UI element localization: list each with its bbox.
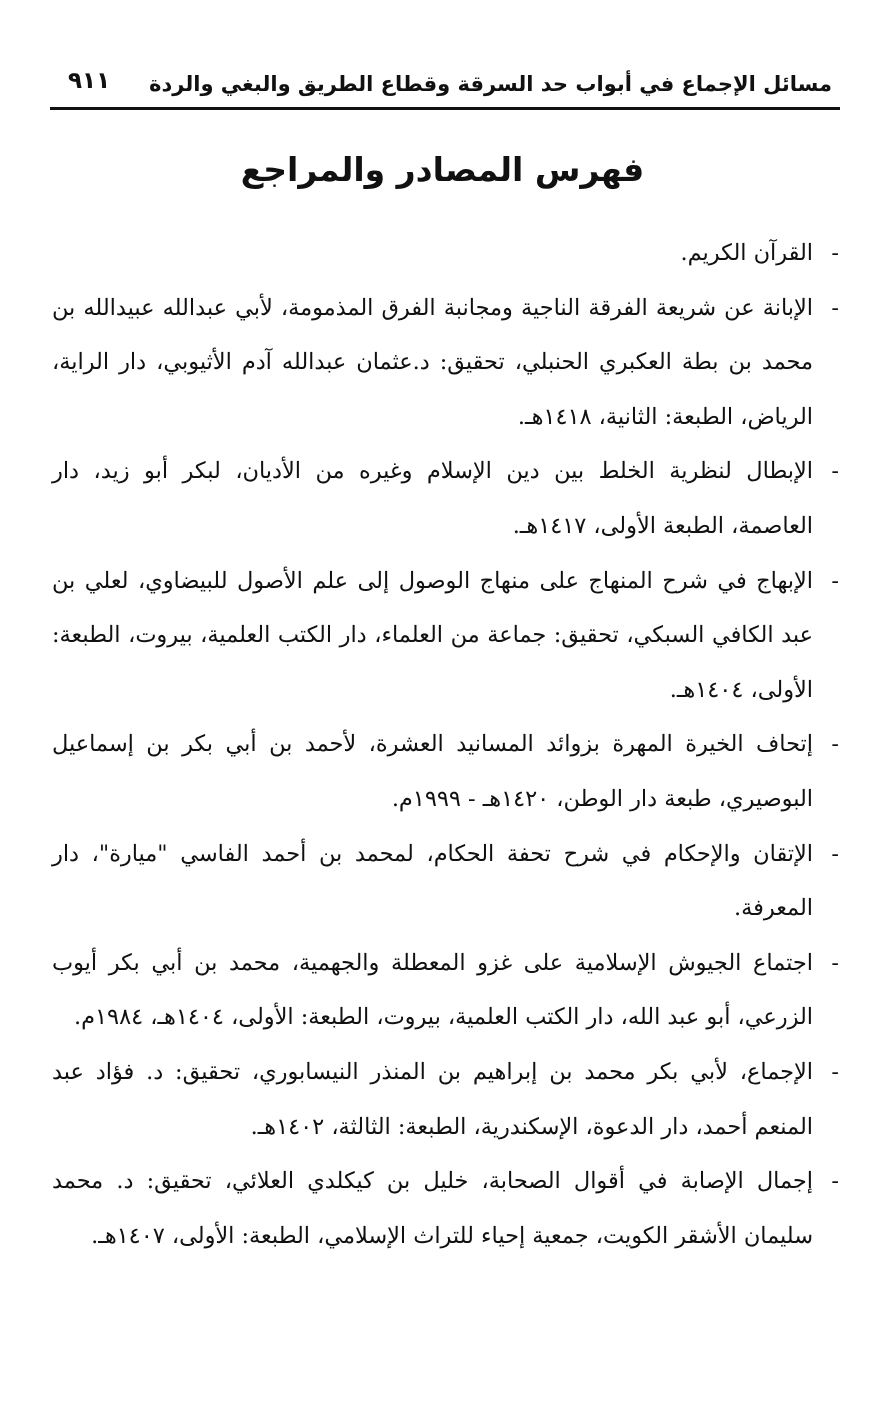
entry-text: الإتقان والإحكام في شرح تحفة الحكام، لمحمد بن أحمد الفاسي "ميارة"، دار المعرفة. (52, 840, 813, 922)
entry-dash: - (831, 840, 839, 867)
entry-text: الإجماع، لأبي بكر محمد بن إبراهيم بن المنذر النيسابوري، تحقيق: د. فؤاد عبد المنعم أحمد، دار الدعوة، الإسكندرية، الطبعة: الثالثة، ١٤٠٢هـ. (52, 1058, 813, 1140)
entry-dash: - (831, 567, 839, 594)
bibliography-entry (52, 1045, 839, 1154)
entry-dash: - (831, 458, 839, 485)
bibliography-entry (52, 1154, 839, 1263)
bibliography-entry (52, 444, 839, 553)
entry-text: إجمال الإصابة في أقوال الصحابة، خليل بن كيكلدي العلائي، تحقيق: د. محمد سليمان الأشقر الكويت، جمعية إحياء للتراث الإسلامي، الطبعة: الأولى، ١٤٠٧هـ. (52, 1168, 813, 1249)
bibliography-entry (52, 827, 839, 936)
entry-text: القرآن الكريم. (680, 240, 813, 266)
bibliography-list (52, 226, 839, 1263)
entry-dash: - (831, 240, 839, 266)
bibliography-entry (52, 717, 839, 826)
entry-dash: - (831, 1168, 839, 1195)
section-title: فهرس المصادر والمراجع (240, 150, 645, 189)
bibliography-entry (52, 226, 839, 281)
bibliography-entry (52, 554, 839, 718)
header-rule (50, 107, 840, 110)
entry-dash: - (831, 949, 839, 976)
bibliography-entry (52, 281, 839, 445)
entry-text: الإبهاج في شرح المنهاج على منهاج الوصول إلى علم الأصول للبيضاوي، لعلي بن عبد الكافي السبكي، تحقيق: جماعة من العلماء، دار الكتب العلمية، بيروت، الطبعة: الأولى، ١٤٠٤هـ. (52, 567, 813, 703)
entry-text: الإبانة عن شريعة الفرقة الناجية ومجانبة الفرق المذمومة، لأبي عبدالله عبيدالله بن محمد بن بطة العكبري الحنبلي، تحقيق: د.عثمان عبدالله آدم الأثيوبي، دار الراية، الرياض، الطبعة: الثانية، ١٤١٨هـ. (52, 294, 813, 430)
entry-text: إتحاف الخيرة المهرة بزوائد المسانيد العشرة، لأحمد بن أبي بكر بن إسماعيل البوصيري، طبعة دار الوطن، ١٤٢٠هـ - ١٩٩٩م. (52, 731, 813, 812)
entry-dash: - (831, 731, 839, 758)
page-number: ٩١١ (68, 68, 111, 94)
entry-text: اجتماع الجيوش الإسلامية على غزو المعطلة والجهمية، محمد بن أبي بكر أيوب الزرعي، أبو عبد الله، دار الكتب العلمية، بيروت، الطبعة: الأولى، ١٤٠٤هـ، ١٩٨٤م. (52, 949, 813, 1031)
entry-text: الإبطال لنظرية الخلط بين دين الإسلام وغيره من الأديان، لبكر أبو زيد، دار العاصمة، الطبعة الأولى، ١٤١٧هـ. (52, 458, 813, 539)
bibliography-entry (52, 936, 839, 1045)
entry-dash: - (831, 1058, 839, 1085)
entry-dash: - (831, 294, 839, 321)
running-header (50, 62, 840, 106)
running-title: مسائل الإجماع في أبواب حد السرقة وقطاع الطريق والبغي والردة (149, 72, 832, 96)
